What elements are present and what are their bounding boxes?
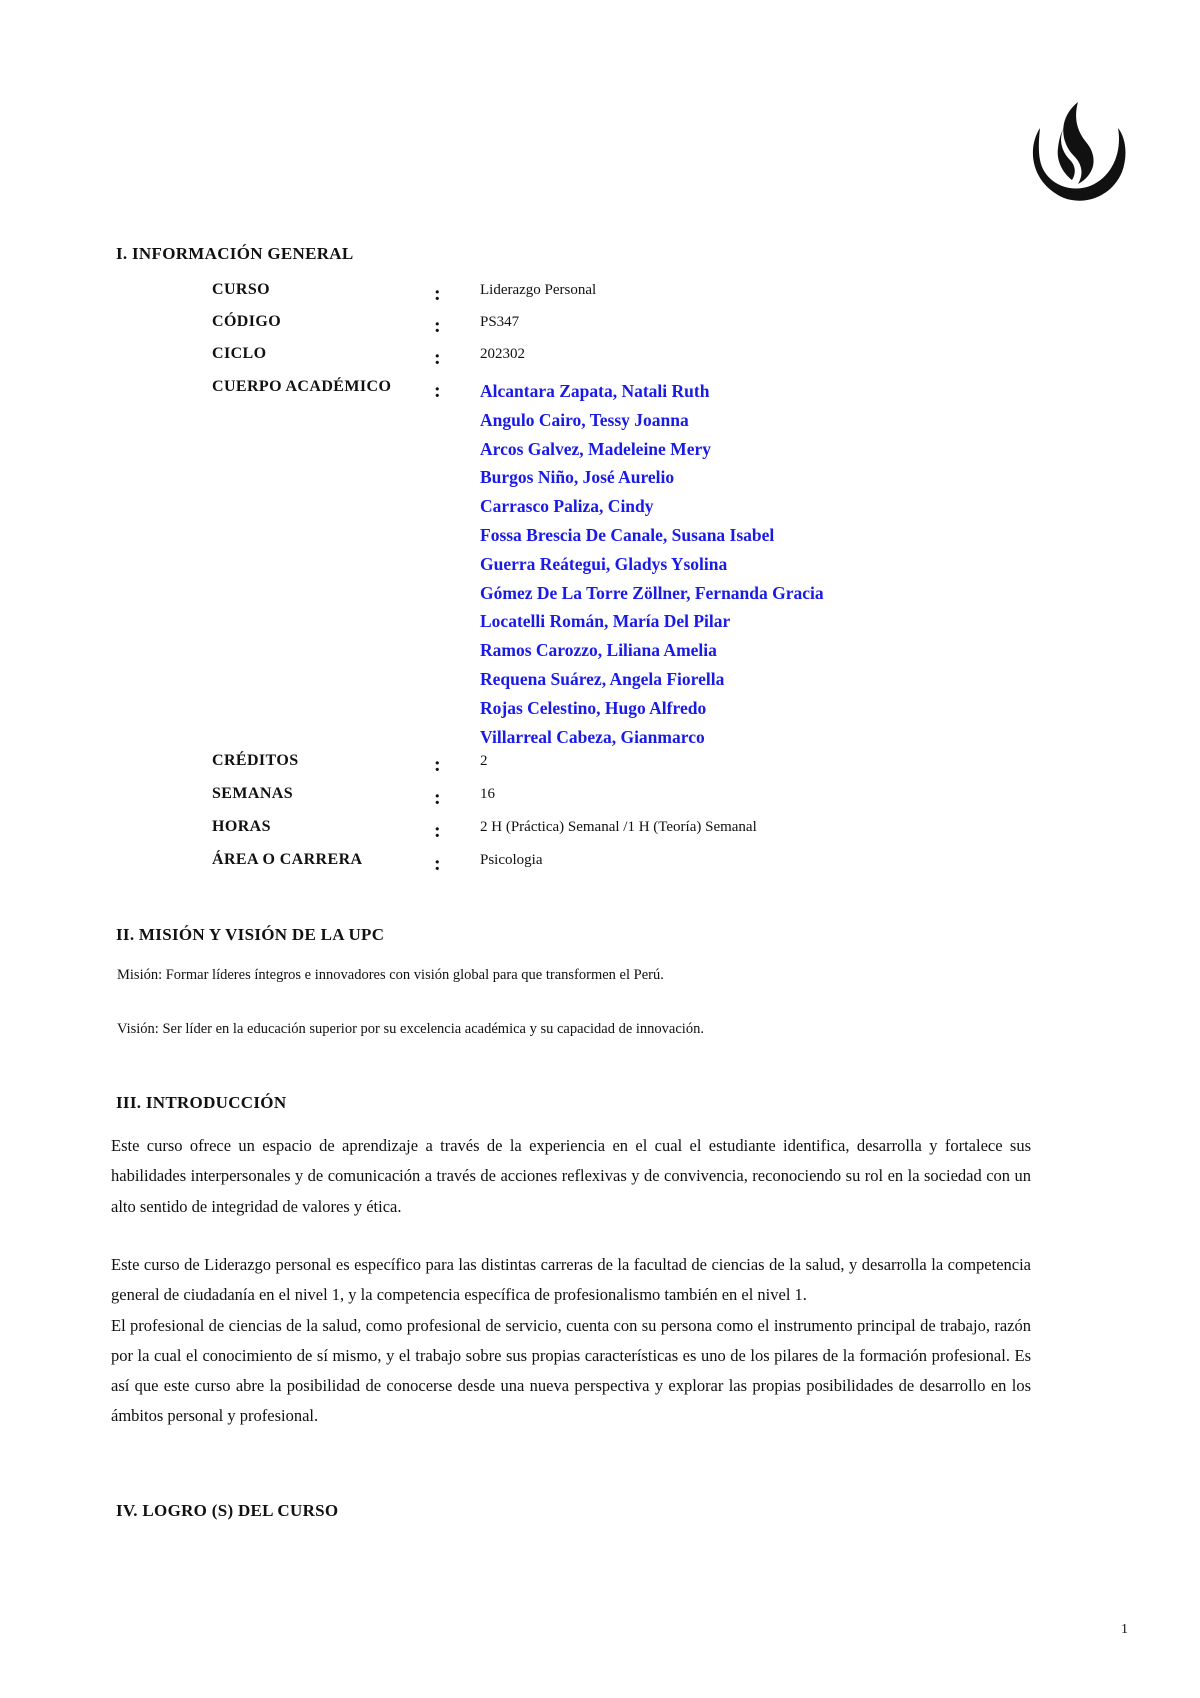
staff-member: Requena Suárez, Angela Fiorella [480, 668, 725, 689]
mision-text: Misión: Formar líderes íntegros e innovadores con visión global para que transformen el Perú. [117, 967, 664, 983]
curso-value: Liderazgo Personal [480, 282, 597, 298]
section-title-informacion-general: I. INFORMACIÓN GENERAL [116, 244, 354, 263]
area-label: ÁREA O CARRERA [212, 851, 363, 868]
colon: : [434, 787, 441, 809]
cuerpo-academico-label: CUERPO ACADÉMICO [212, 378, 392, 395]
intro-p3-text: El profesional de ciencias de la salud, como profesional de servicio, cuenta con su persona como el instrumento principal de trabajo, razón por la cual el conocimiento de sí mismo, y el trabajo sobre sus propias características es uno de los pilares de la formación profesional. Es así que este curso abre la posibilidad de conocerse desde una nueva perspectiva y explorar las propias posibilidades de desarrollo en los ámbitos personal y profesional. [111, 1315, 1031, 1426]
info-row-horas [212, 818, 1012, 844]
staff-member: Villarreal Cabeza, Gianmarco [480, 726, 705, 747]
staff-member: Ramos Carozzo, Liliana Amelia [480, 640, 717, 661]
semanas-value: 16 [480, 786, 495, 802]
info-row-semanas [212, 785, 1012, 811]
colon: : [434, 820, 441, 842]
section-title-mision-vision: II. MISIÓN Y VISIÓN DE LA UPC [116, 925, 385, 944]
colon: : [434, 380, 441, 402]
info-row-area [212, 851, 1012, 877]
staff-member: Alcantara Zapata, Natali Ruth [480, 381, 710, 401]
staff-member: Arcos Galvez, Madeleine Mery [480, 438, 711, 459]
staff-member: Fossa Brescia De Canale, Susana Isabel [480, 524, 775, 545]
staff-member: Gómez De La Torre Zöllner, Fernanda Gracia [480, 582, 824, 603]
staff-member: Locatelli Román, María Del Pilar [480, 611, 731, 632]
creditos-value: 2 [480, 753, 488, 769]
staff-member: Angulo Cairo, Tessy Joanna [480, 409, 689, 430]
ciclo-value: 202302 [480, 346, 525, 362]
staff-member: Rojas Celestino, Hugo Alfredo [480, 697, 707, 718]
colon: : [434, 853, 441, 875]
intro-paragraph-2 [111, 1250, 1031, 1432]
intro-paragraph-1 [111, 1131, 1031, 1222]
colon: : [434, 347, 441, 369]
colon: : [434, 754, 441, 776]
upc-logo-icon [1024, 98, 1128, 204]
codigo-value: PS347 [480, 314, 520, 330]
vision-text: Visión: Ser líder en la educación superior por su excelencia académica y su capacidad de innovación. [117, 1021, 704, 1037]
intro-p1-text: Este curso ofrece un espacio de aprendizaje a través de la experiencia en el cual el estudiante identifica, desarrolla y fortalece sus habilidades interpersonales y de comunicación a través de acciones reflexivas y de convivencia, reconociendo su rol en la sociedad con un alto sentido de integridad de valores y ética. [111, 1136, 1031, 1216]
staff-member: Guerra Reátegui, Gladys Ysolina [480, 553, 728, 574]
creditos-label: CRÉDITOS [212, 752, 299, 769]
section-title-introduccion: III. INTRODUCCIÓN [116, 1093, 287, 1112]
info-row-creditos [212, 752, 1012, 778]
info-row-curso [212, 281, 1012, 307]
horas-value: 2 H (Práctica) Semanal /1 H (Teoría) Semanal [480, 819, 757, 835]
page-number: 1 [1121, 1622, 1128, 1637]
colon: : [434, 315, 441, 337]
semanas-label: SEMANAS [212, 785, 294, 802]
cuerpo-academico-list [480, 377, 1080, 751]
info-row-ciclo [212, 345, 1012, 371]
staff-member: Burgos Niño, José Aurelio [480, 467, 675, 488]
info-row-codigo [212, 313, 1012, 339]
ciclo-label: CICLO [212, 345, 267, 362]
intro-p2-text: Este curso de Liderazgo personal es específico para las distintas carreras de la facultad de ciencias de la salud, y desarrolla la competencia general de ciudadanía en el nivel 1, y la competencia específica de profesionalismo también en el nivel 1. [111, 1255, 1031, 1305]
curso-label: CURSO [212, 281, 271, 298]
horas-label: HORAS [212, 818, 271, 835]
codigo-label: CÓDIGO [212, 313, 282, 330]
staff-member: Carrasco Paliza, Cindy [480, 496, 654, 517]
area-value: Psicologia [480, 852, 543, 868]
colon: : [434, 283, 441, 305]
section-title-logros: IV. LOGRO (S) DEL CURSO [116, 1501, 339, 1520]
